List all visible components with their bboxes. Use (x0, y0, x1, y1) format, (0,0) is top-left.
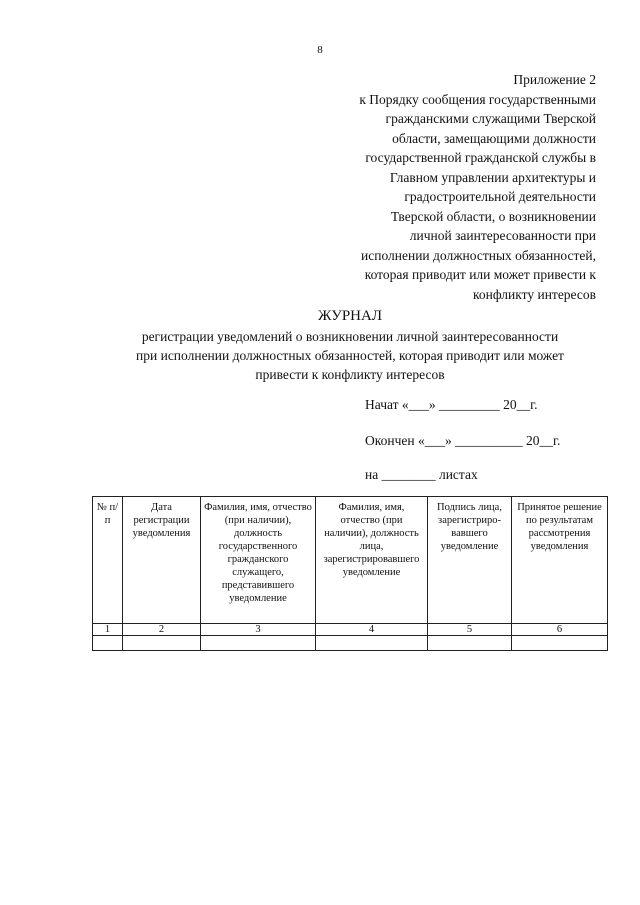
table-cell[interactable] (93, 636, 123, 651)
table-cell[interactable] (512, 636, 608, 651)
table-cell[interactable] (123, 636, 201, 651)
table-cell[interactable] (428, 636, 512, 651)
header-registrar: Фамилия, имя, отчество (при наличии), должность лица, зарегистрировавшего уведомление (316, 497, 428, 624)
appendix-line: Главном управлении архитектуры и (389, 169, 596, 185)
journal-sheet-count: на ________ листах (365, 467, 478, 482)
journal-finished-date: Окончен «___» __________ 20__г. (365, 433, 561, 448)
table-number-row (93, 624, 608, 636)
journal-title: ЖУРНАЛ (317, 308, 383, 324)
journal-subtitle-line: регистрации уведомлений о возникновении личной заинтересованности (141, 329, 559, 344)
appendix-line: конфликту интересов (473, 286, 596, 302)
appendix-line: Приложение 2 (513, 72, 596, 87)
header-registration-date: Дата регистрации уведомления (123, 497, 201, 624)
appendix-line: градостроительной деятельности (404, 189, 596, 204)
journal-subtitle-line: при исполнении должностных обязанностей, которая приводит или может (136, 348, 564, 363)
table-header-row (93, 497, 608, 624)
column-number: 5 (428, 624, 512, 636)
column-number: 4 (316, 624, 428, 636)
table-cell[interactable] (316, 636, 428, 651)
appendix-line: исполнении должностных обязанностей, (361, 247, 596, 263)
appendix-line: области, замещающими должности (392, 130, 596, 146)
header-decision: Принятое решение по результатам рассмотрения уведомления (512, 497, 608, 624)
header-signature: Подпись лица, зарегистриро-вавшего уведомление (428, 497, 512, 624)
registration-table (92, 496, 608, 651)
appendix-line: Тверской области, о возникновении (390, 208, 596, 224)
column-number: 6 (512, 624, 608, 636)
journal-subtitle-line: привести к конфликту интересов (255, 367, 445, 382)
appendix-line: гражданскими служащими Тверской (385, 111, 596, 126)
appendix-line: к Порядку сообщения государственными (359, 91, 596, 107)
journal-started-date: Начат «___» _________ 20__г. (365, 397, 538, 412)
table-row (93, 636, 608, 651)
page-number: 8 (317, 44, 323, 56)
column-number: 3 (201, 624, 316, 636)
journal-subtitle (60, 327, 640, 384)
appendix-line: личной заинтересованности при (409, 228, 596, 243)
header-number: № п/п (93, 497, 123, 624)
column-number: 1 (93, 624, 123, 636)
column-number: 2 (123, 624, 201, 636)
header-submitter: Фамилия, имя, отчество (при наличии), должность государственного гражданского служащего, представившего уведомление (201, 497, 316, 624)
appendix-line: государственной гражданской службы в (365, 150, 596, 165)
table-cell[interactable] (201, 636, 316, 651)
appendix-note (296, 70, 596, 304)
appendix-line: которая приводит или может привести к (364, 267, 596, 282)
